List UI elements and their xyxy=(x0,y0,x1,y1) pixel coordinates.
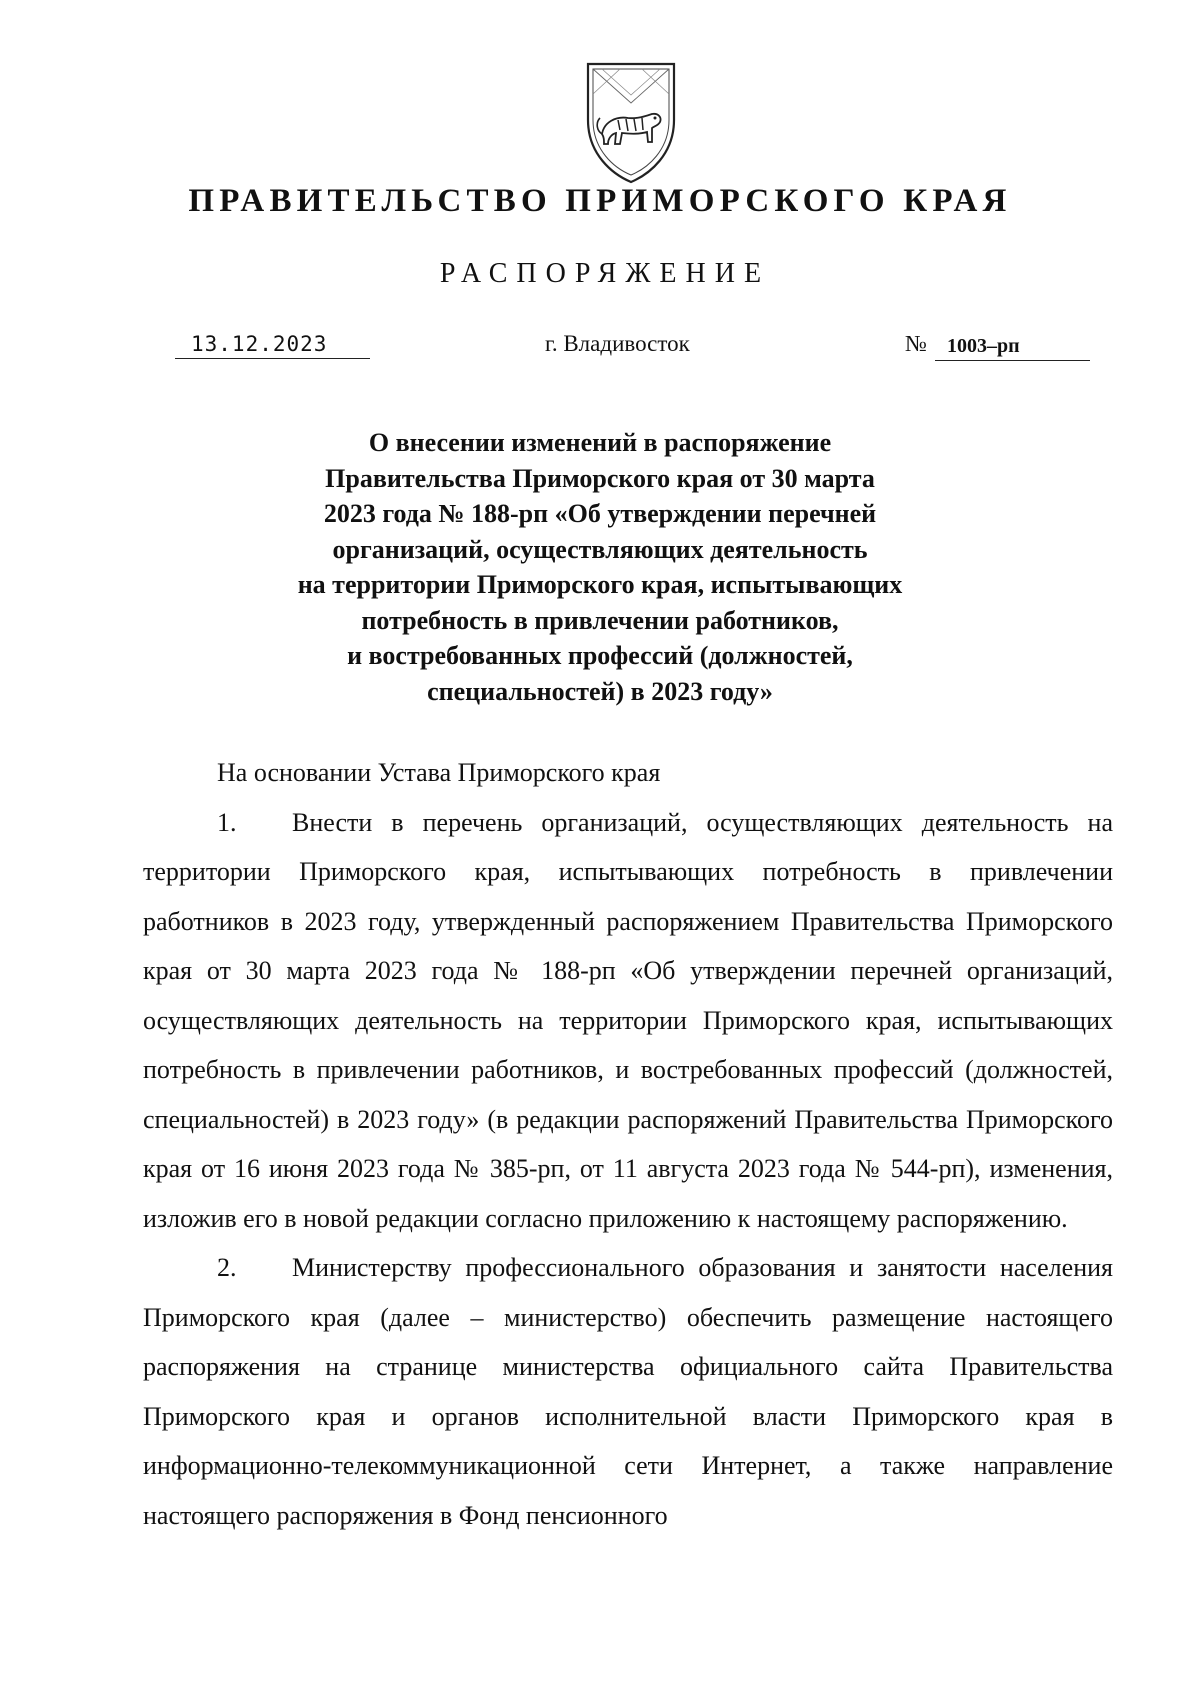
document-date: 13.12.2023 xyxy=(175,330,370,359)
document-meta-row xyxy=(0,330,1200,370)
subject-line: организаций, осуществляющих деятельность xyxy=(332,534,868,564)
paragraph-number: 2. xyxy=(217,1253,237,1282)
subject-line: на территории Приморского края, испытывающих xyxy=(297,570,903,599)
paragraph-2 xyxy=(143,1243,1113,1540)
coat-of-arms-emblem xyxy=(580,58,682,186)
document-type: РАСПОРЯЖЕНИЕ xyxy=(439,258,771,289)
document-city: г. Владивосток xyxy=(545,331,690,356)
subject-line: специальностей) в 2023 году» xyxy=(427,676,773,706)
number-sign: № xyxy=(905,331,927,356)
document-number: 1003–рп xyxy=(935,332,1090,361)
subject-line: потребность в привлечении работников, xyxy=(361,605,839,635)
paragraph-text: Внести в перечень организаций, осуществляющих деятельность на территории Приморского края, испытывающих потребность в привлечении работников в 2023 году, утвержденный распоряжением Правительства Приморского края от 30 марта 2023 года № 188-рп «Об утверждении перечней организаций, осуществляющих деятельность на территории Приморского края, испытывающих потребность в привлечении работников, и востребованных профессий (должностей, специальностей) в 2023 году» (в редакции распоряжений Правительства Приморского края от 16 июня 2023 года № 385-рп, от 11 августа 2023 года № 544-рп), изменения, изложив его в новой редакции согласно приложению к настоящему распоряжению. xyxy=(143,807,1113,1233)
subject-line: 2023 года № 188-рп «Об утверждении перечней xyxy=(323,499,877,528)
basis-statement: На основании Устава Приморского края xyxy=(217,758,661,787)
paragraph-number: 1. xyxy=(217,807,237,837)
document-body xyxy=(143,748,1113,1540)
subject-line: Правительства Приморского края от 30 марта xyxy=(325,463,875,493)
paragraph-text: Министерству профессионального образования и занятости населения Приморского края (далее – министерство) обеспечить размещение настоящего распоряжения на странице министерства официального сайта Правительства Приморского края и органов исполнительной власти Приморского края в информационно-телекоммуникационной сети Интернет, а также направление настоящего распоряжения в Фонд пенсионного xyxy=(143,1253,1113,1530)
subject-line: и востребованных профессий (должностей, xyxy=(347,641,853,670)
subject-line: О внесении изменений в распоряжение xyxy=(368,428,832,457)
paragraph-1 xyxy=(143,798,1113,1244)
document-subject xyxy=(250,425,950,709)
organization-title: ПРАВИТЕЛЬСТВО ПРИМОРСКОГО КРАЯ xyxy=(188,183,1012,219)
